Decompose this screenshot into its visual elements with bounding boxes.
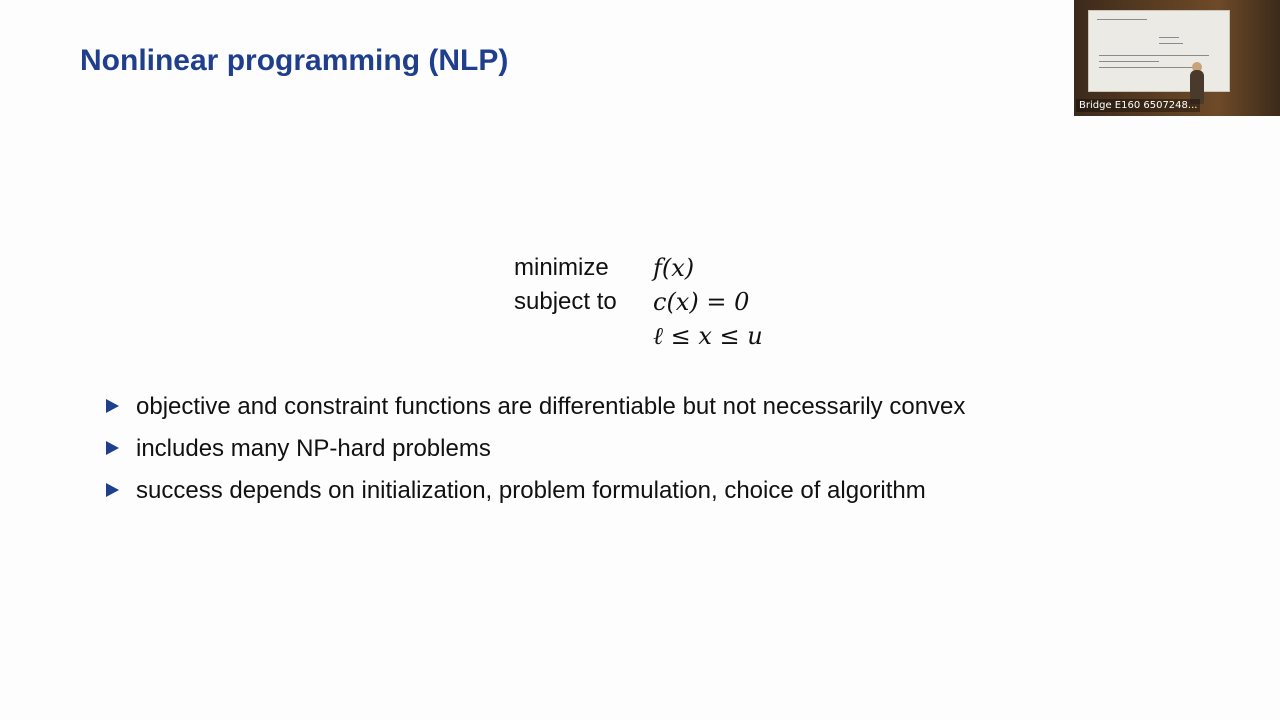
formula-expr-equality: c(x) = 0 xyxy=(653,288,750,316)
bullet-text: objective and constraint functions are differentiable but not necessarily convex xyxy=(136,393,966,420)
formula-expr-bounds: ℓ ≤ x ≤ u xyxy=(653,322,763,350)
projector-screen xyxy=(1088,10,1230,92)
video-caption: Bridge E160 6507248... xyxy=(1076,99,1200,112)
formula-expr-objective: f(x) xyxy=(653,254,695,282)
formula-row-bound-constraint xyxy=(514,319,814,353)
screen-text-line xyxy=(1099,55,1209,56)
optimization-problem xyxy=(514,251,814,353)
formula-row-equality-constraint xyxy=(514,285,814,319)
triangle-bullet-icon xyxy=(106,441,119,455)
screen-text-line xyxy=(1159,43,1183,44)
triangle-bullet-icon xyxy=(106,483,119,497)
bullet-text: includes many NP-hard problems xyxy=(136,435,491,462)
presenter-video-thumbnail[interactable] xyxy=(1074,0,1280,116)
screen-text-line xyxy=(1097,19,1147,20)
bullet-text: success depends on initialization, problem formulation, choice of algorithm xyxy=(136,477,926,504)
screen-text-line xyxy=(1099,67,1199,68)
slide-title: Nonlinear programming (NLP) xyxy=(80,44,509,77)
formula-row-objective xyxy=(514,251,814,285)
screen-text-line xyxy=(1099,61,1159,62)
formula-label-subject-to: subject to xyxy=(514,288,617,315)
triangle-bullet-icon xyxy=(106,399,119,413)
formula-label-minimize: minimize xyxy=(514,254,609,281)
screen-text-line xyxy=(1159,37,1179,38)
